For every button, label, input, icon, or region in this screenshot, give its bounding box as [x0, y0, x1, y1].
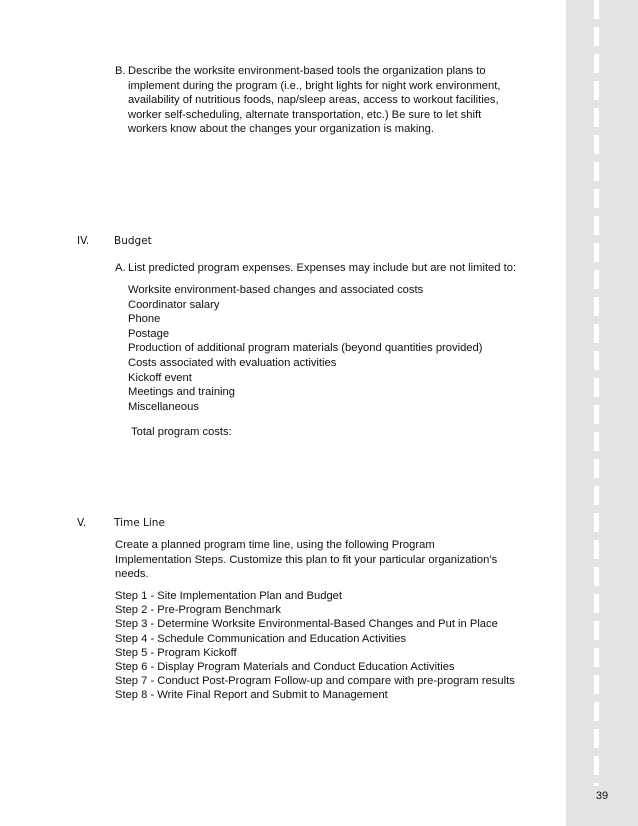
expense-item: Coordinator salary [128, 298, 220, 311]
expense-item: Postage [128, 327, 170, 340]
total-costs-label: Total program costs: [131, 426, 232, 438]
expense-item: Phone [128, 313, 161, 326]
expense-item: Miscellaneous [128, 400, 199, 413]
section-b-marker: B. [115, 65, 126, 77]
expense-item: Kickoff event [128, 371, 192, 384]
section-b-paragraph [128, 64, 500, 137]
section-b-line: Describe the worksite environment-based tools the organization plans to [128, 65, 486, 77]
section-b-line: worker self-scheduling, alternate transportation, etc.) Be sure to let shift [128, 108, 482, 121]
section-b-line: implement during the program (i.e., bright lights for night work environment, [128, 79, 501, 92]
step-item: Step 2 - Pre-Program Benchmark [115, 604, 282, 617]
step-item: Step 4 - Schedule Communication and Education Activities [115, 632, 407, 645]
section-iv-item-a-text: List predicted program expenses. Expenses may include but are not limited to: [128, 262, 517, 274]
step-item: Step 3 - Determine Worksite Environmental-Based Changes and Put in Place [115, 618, 498, 631]
timeline-intro-line: needs. [115, 568, 149, 581]
sidebar-dash-pattern [594, 0, 599, 786]
section-b-line: workers know about the changes your organization is making. [128, 123, 434, 136]
step-item: Step 8 - Write Final Report and Submit to Management [115, 689, 388, 702]
expense-item: Costs associated with evaluation activities [128, 356, 337, 369]
step-item: Step 6 - Display Program Materials and Conduct Education Activities [115, 661, 455, 674]
step-item: Step 1 - Site Implementation Plan and Budget [115, 590, 343, 602]
implementation-steps-list [115, 589, 515, 703]
section-iv-item-a-marker: A. [115, 262, 126, 274]
expense-item: Worksite environment-based changes and associated costs [128, 284, 424, 296]
section-b-line: availability of nutritious foods, nap/sleep areas, access to workout facilities, [128, 94, 499, 107]
section-v-numeral: V. [77, 517, 87, 529]
page-number: 39 [595, 790, 609, 802]
timeline-intro-line: Implementation Steps. Customize this plan to fit your particular organization’s [115, 553, 498, 566]
expense-list [128, 283, 482, 414]
page-sidebar-band [566, 0, 638, 826]
expense-item: Meetings and training [128, 386, 235, 399]
step-item: Step 7 - Conduct Post-Program Follow-up and compare with pre-program results [115, 675, 515, 688]
timeline-intro-line: Create a planned program time line, using the following Program [115, 539, 435, 551]
expense-item: Production of additional program materials (beyond quantities provided) [128, 342, 483, 355]
step-item: Step 5 - Program Kickoff [115, 646, 237, 659]
section-iv-title: Budget [114, 235, 152, 247]
section-iv-numeral: IV. [77, 235, 90, 247]
timeline-intro [115, 538, 497, 582]
section-v-title: Time Line [114, 517, 165, 529]
